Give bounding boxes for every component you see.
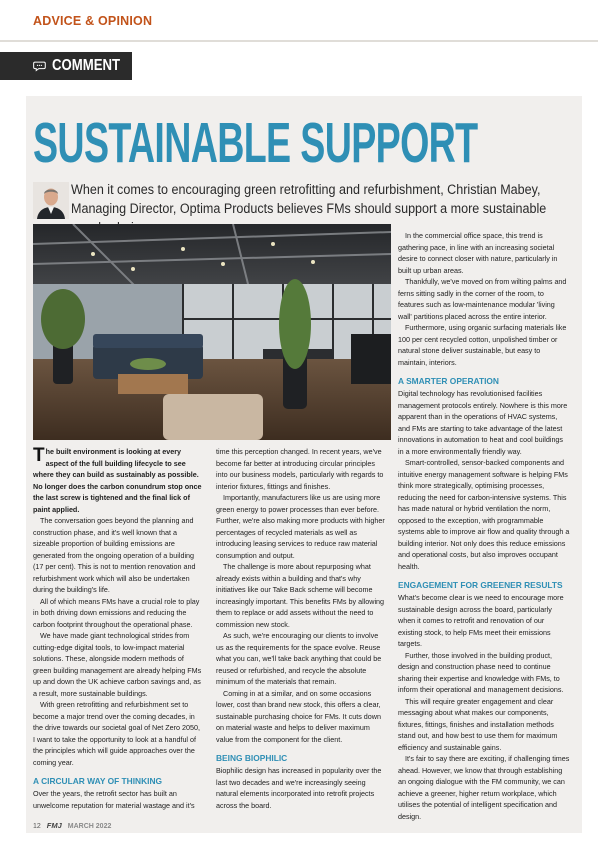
body-paragraph: Coming in at a similar, and on some occasions lower, cost than brand new stock, this offers a clear, sustainable purchasing choice for FMs. It cuts down on material waste and helps to deliver maximum value from the component for the client. xyxy=(216,688,381,744)
speech-bubble-icon xyxy=(33,58,46,74)
body-paragraph: Smart-controlled, sensor-backed components and intuitive energy management software is helping FMs think more strategically, optimising processes, reducing the need for carbon-intensive systems. This has made natural or hybrid ventilation the norm, opposed to the exception, with programmable systems able to improve air flow and quality through a building interior. Not only does this reduce emissions and operational costs, but also improves occupant health. xyxy=(398,458,570,571)
magazine-name: FMJ xyxy=(46,821,62,830)
page-title: SUSTAINABLE SUPPORT xyxy=(33,111,478,175)
article-column-1 xyxy=(33,446,202,811)
comment-label: COMMENT xyxy=(51,57,120,74)
body-paragraph: time this perception changed. In recent years, we've become far better at introducing circular principles into our business models, particularly with regards to interior fixtures, fittings and finishes. xyxy=(216,447,384,491)
body-paragraph: As such, we're encouraging our clients to involve us as the requirements for the space evolve. Reuse what you can, we'll take back anything that could be reused or refurbished, and recycle the absolute minimum of the materials that remain. xyxy=(216,631,382,686)
issue-date: MARCH 2022 xyxy=(67,823,112,830)
drop-cap: T xyxy=(33,445,45,466)
page-number: 12 xyxy=(33,823,41,830)
section-label: ADVICE & OPINION xyxy=(33,14,153,28)
body-paragraph: All of which means FMs have a crucial role to play in both driving down emissions and reducing the carbon footprint throughout the operational phase. xyxy=(33,596,200,629)
page-footer xyxy=(33,821,111,830)
office-interior-photo xyxy=(33,224,391,440)
author-photo xyxy=(33,182,69,219)
body-paragraph: Thankfully, we've moved on from wilting palms and ferns sitting sadly in the corner of the room, to features such as low-maintenance modular 'living wall' partitions placed across the entire interior. xyxy=(398,277,567,321)
body-paragraph: What's become clear is we need to encourage more sustainable design across the board, particularly when it comes to retrofit and renovation of our existing stock, to help FMs meet their emissions targets. xyxy=(398,593,564,648)
body-paragraph: It's fair to say there are exciting, if challenging times ahead. However, we know that through establishing an ongoing dialogue with the FM community, we can achieve a greener, higher return workplace, which utilises the potential of intelligent specification and design. xyxy=(398,754,570,821)
body-paragraph: The conversation goes beyond the planning and construction phase, and it's well known that a sizeable proportion of building emissions are generated from the ongoing operation of a building (17 per cent). This is not to mention renovation and refurbishment work which will also be undertaken during the building's life. xyxy=(33,516,196,594)
article-column-2 xyxy=(216,446,386,811)
body-paragraph: We have made giant technological strides from cutting-edge digital tools, to low-impact material solutions. These, alongside modern methods of green building management are already helping FMs up and down the UK achieve carbon savings and, as a result, more sustainable buildings. xyxy=(33,631,202,698)
body-paragraph: In the commercial office space, this trend is gathering pace, in line with an increasing societal desire to connect closer with nature, particularly in built up urban areas. xyxy=(398,231,558,275)
article-column-3 xyxy=(398,230,570,822)
subheading: BEING BIOPHILIC xyxy=(216,753,288,763)
body-paragraph: Over the years, the retrofit sector has built an unwelcome reputation for material wastage and it's xyxy=(33,789,195,810)
comment-banner xyxy=(0,52,132,80)
subheading: A CIRCULAR WAY OF THINKING xyxy=(33,776,163,786)
lead-paragraph: The built environment is looking at every aspect of the full building lifecycle to see where they can build as sustainably as possible. No longer does the carbon conundrum stop once the last screw is tightened and the final lick of paint applied. xyxy=(33,445,202,514)
subheading: A SMARTER OPERATION xyxy=(398,376,499,386)
body-paragraph: Further, those involved in the building product, design and construction phase need to continue sharing their expertise and knowledge with FMs, to inform their operational and management decisions. xyxy=(398,650,564,694)
body-paragraph: This will require greater engagement and clear messaging about what makes our components, fixtures, fittings, finishes and installation methods stand out, and how best to use them for maximum efficiency and sustainable gains. xyxy=(398,696,558,752)
body-paragraph: Biophilic design has increased in popularity over the last two decades and we're increasingly seeing natural elements incorporated into retrofit projects across the board. xyxy=(216,766,382,810)
top-divider xyxy=(0,40,598,42)
body-paragraph: The challenge is more about repurposing what already exists within a building and that's why initiatives like our Take Back scheme will become increasingly important. This benefits FMs by allowing them to replace or add assets without the need to commission new stock. xyxy=(216,562,385,629)
body-paragraph: Importantly, manufacturers like us are using more green energy to power processes than ever before. Further, we're also making more products with higher percentages of recycled materials as well as introducing leasing services to reduce raw material consumption and output. xyxy=(216,493,385,560)
body-paragraph: Digital technology has revolutionised facilities management protocols entirely. Nowhere is this more apparent than in the operations of HVAC systems, and FMs are starting to take advantage of the latest innovations in automation to heat and cool buildings in a more environmentally friendly way. xyxy=(398,389,568,456)
subheading: ENGAGEMENT FOR GREENER RESULTS xyxy=(398,580,563,590)
body-paragraph: With green retrofitting and refurbishment set to become a major trend over the coming decades, in the drive towards our societal goal of Net Zero 2050, I want to take the opportunity to look at a handful of the principles which will guide approaches over the coming year. xyxy=(33,700,201,767)
body-paragraph: Furthermore, using organic surfacing materials like 100 per cent recycled cotton, unpolished timber or natural stone deliver sustainable, but easy to maintain, interiors. xyxy=(398,323,567,367)
standfirst: When it comes to encouraging green retrofitting and refurbishment, Christian Mabey, Managing Director, Optima Products believes FMs should support a more sustainable xyxy=(71,182,547,217)
